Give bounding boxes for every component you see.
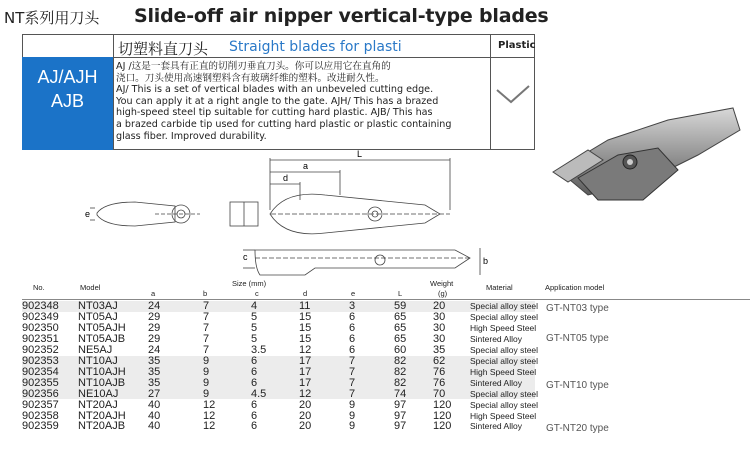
cell-c: 3.5 xyxy=(251,343,267,356)
col-application: Application model xyxy=(545,283,605,292)
cell-no: 902353 xyxy=(22,354,59,367)
col-c: c xyxy=(255,289,259,298)
cell-e: 6 xyxy=(349,332,356,345)
cell-e: 6 xyxy=(349,321,356,334)
table-row xyxy=(0,367,750,378)
cell-model: NT20AJ xyxy=(78,398,118,411)
page-title: Slide-off air nipper vertical-type blades xyxy=(134,5,549,27)
cell-d: 15 xyxy=(299,321,312,334)
table-row xyxy=(0,356,750,367)
blade-angle-icon xyxy=(493,80,533,110)
cell-no: 902358 xyxy=(22,409,59,422)
desc-line: You can apply it at a right angle to the gate. AJH/ This has a brazed xyxy=(116,95,439,107)
cell-c: 4.5 xyxy=(251,387,267,400)
title-cn: NT系列用刀头 xyxy=(4,9,100,27)
cell-L: 59 xyxy=(394,300,407,312)
cell-e: 7 xyxy=(349,365,356,378)
cell-a: 29 xyxy=(148,310,161,323)
cell-no: 902359 xyxy=(22,420,59,433)
dim-label-d: d xyxy=(283,173,289,183)
table-row xyxy=(0,334,750,345)
dim-label-b: b xyxy=(483,256,489,266)
cell-w: 35 xyxy=(433,343,446,356)
application-model: GT-NT10 type xyxy=(546,380,609,391)
cell-b: 9 xyxy=(203,387,210,400)
cell-d: 17 xyxy=(299,376,312,389)
plastic-label: Plastic xyxy=(498,40,536,51)
cell-model: NT05AJH xyxy=(78,321,126,334)
cell-d: 12 xyxy=(299,387,312,400)
cell-c: 5 xyxy=(251,310,258,323)
cell-e: 7 xyxy=(349,354,356,367)
cell-c: 5 xyxy=(251,321,258,334)
cell-L: 82 xyxy=(394,376,407,389)
cell-L: 60 xyxy=(394,343,407,356)
col-a: a xyxy=(151,289,156,298)
cell-e: 9 xyxy=(349,420,356,433)
cell-mat: Special alloy steel xyxy=(470,311,539,322)
cell-mat: Special alloy steel xyxy=(470,301,539,311)
divider xyxy=(22,299,750,300)
cell-w: 76 xyxy=(433,365,446,378)
cell-w: 120 xyxy=(433,420,452,433)
cell-L: 65 xyxy=(394,321,407,334)
cell-e: 9 xyxy=(349,409,356,422)
cell-model: NT10AJB xyxy=(78,376,126,389)
product-photo xyxy=(548,100,748,210)
cell-w: 30 xyxy=(433,332,446,345)
cell-mat: Special alloy steel xyxy=(470,355,539,366)
desc-line: 浇口。刀头使用高速钢塑料含有玻璃纤维的塑料。改进耐久性。 xyxy=(116,72,385,84)
cell-d: 17 xyxy=(299,354,312,367)
table-row xyxy=(0,389,750,400)
col-b: b xyxy=(203,289,208,298)
cell-mat: Sintered Alloy xyxy=(470,421,522,432)
cell-no: 902356 xyxy=(22,387,59,400)
cell-a: 24 xyxy=(148,343,161,356)
cell-mat: Special alloy steel xyxy=(470,399,539,410)
cell-L: 82 xyxy=(394,354,407,367)
cell-w: 62 xyxy=(433,354,446,367)
cell-a: 40 xyxy=(148,409,161,422)
cell-b: 12 xyxy=(203,409,216,422)
cell-no: 902350 xyxy=(22,321,59,334)
cell-no: 902355 xyxy=(22,376,59,389)
subtitle-en: Straight blades for plasti xyxy=(229,39,402,55)
cell-a: 24 xyxy=(148,300,161,312)
cell-model: NE10AJ xyxy=(78,387,119,400)
col-no: No. xyxy=(33,283,45,292)
cell-d: 20 xyxy=(299,398,312,411)
desc-line: AJ /这是一套具有正直的切削刃垂直刀头。你可以应用它在直角的 xyxy=(116,61,391,72)
application-model: GT-NT05 type xyxy=(546,333,609,344)
cell-c: 6 xyxy=(251,354,258,367)
cell-b: 7 xyxy=(203,300,210,312)
col-L: L xyxy=(398,289,403,298)
desc-line: AJ/ This is a set of vertical blades with an unbeveled cutting edge. xyxy=(116,84,434,96)
cell-d: 15 xyxy=(299,332,312,345)
cell-c: 6 xyxy=(251,420,258,433)
col-weight: Weight xyxy=(430,279,454,288)
table-header xyxy=(0,277,750,299)
subtitle-cn: 切塑料直刀头 xyxy=(118,40,209,58)
col-size: Size (mm) xyxy=(232,279,267,288)
cell-d: 20 xyxy=(299,420,312,433)
desc-line: high-speed steel tip suitable for cutting hard plastic. AJB/ This has xyxy=(116,107,433,119)
cell-mat: High Speed Steel xyxy=(470,322,537,333)
cell-a: 40 xyxy=(148,398,161,411)
cell-w: 70 xyxy=(433,387,446,400)
cell-w: 20 xyxy=(433,300,446,312)
cell-e: 7 xyxy=(349,376,356,389)
cell-w: 120 xyxy=(433,398,452,411)
dim-label-L: L xyxy=(357,150,363,159)
cell-no: 902357 xyxy=(22,398,59,411)
table-row xyxy=(0,378,750,389)
cell-L: 97 xyxy=(394,398,407,411)
cell-d: 20 xyxy=(299,409,312,422)
col-material: Material xyxy=(486,283,513,292)
cell-e: 6 xyxy=(349,310,356,323)
cell-model: NT05AJB xyxy=(78,332,126,345)
divider xyxy=(113,34,114,150)
cell-b: 7 xyxy=(203,332,210,345)
cell-w: 120 xyxy=(433,409,452,422)
badge-line1: AJ/AJH xyxy=(37,67,98,87)
cell-b: 12 xyxy=(203,420,216,433)
cell-w: 76 xyxy=(433,376,446,389)
cell-a: 27 xyxy=(148,387,161,400)
model-badge xyxy=(22,57,113,150)
cell-c: 6 xyxy=(251,376,258,389)
desc-line: glass fiber. Improved durability. xyxy=(116,130,267,142)
cell-mat: Special alloy steel xyxy=(470,344,539,355)
cell-L: 74 xyxy=(394,387,407,400)
cell-model: NE5AJ xyxy=(78,343,113,356)
cell-L: 97 xyxy=(394,420,407,433)
cell-c: 6 xyxy=(251,398,258,411)
cell-d: 12 xyxy=(299,343,312,356)
cell-model: NT20AJH xyxy=(78,409,126,422)
cell-a: 29 xyxy=(148,332,161,345)
cell-model: NT10AJ xyxy=(78,354,118,367)
cell-no: 902354 xyxy=(22,365,59,378)
cell-e: 3 xyxy=(349,300,356,312)
cell-d: 17 xyxy=(299,365,312,378)
dim-label-c: c xyxy=(243,252,248,262)
col-weight-unit: (g) xyxy=(438,289,448,298)
cell-c: 4 xyxy=(251,300,258,312)
cell-no: 902352 xyxy=(22,343,59,356)
cell-b: 7 xyxy=(203,310,210,323)
table-row xyxy=(0,421,750,432)
cell-mat: High Speed Steel xyxy=(470,410,537,421)
cell-b: 9 xyxy=(203,376,210,389)
cell-c: 5 xyxy=(251,332,258,345)
cell-a: 40 xyxy=(148,420,161,433)
cell-w: 30 xyxy=(433,321,446,334)
cell-c: 6 xyxy=(251,365,258,378)
cell-b: 9 xyxy=(203,354,210,367)
description xyxy=(116,61,486,142)
cell-L: 82 xyxy=(394,365,407,378)
table-row xyxy=(0,400,750,411)
cell-model: NT03AJ xyxy=(78,300,118,312)
desc-line: a brazed carbide tip used for cutting hard plastic or plastic containing xyxy=(116,118,452,130)
cell-no: 902349 xyxy=(22,310,59,323)
col-model: Model xyxy=(80,283,101,292)
dim-label-a: a xyxy=(303,161,309,171)
cell-w: 30 xyxy=(433,310,446,323)
cell-d: 11 xyxy=(299,300,311,312)
cell-b: 7 xyxy=(203,343,210,356)
cell-b: 9 xyxy=(203,365,210,378)
cell-no: 902348 xyxy=(22,300,59,312)
cell-e: 6 xyxy=(349,343,356,356)
cell-e: 7 xyxy=(349,387,356,400)
divider xyxy=(490,34,491,150)
cell-b: 7 xyxy=(203,321,210,334)
cell-L: 97 xyxy=(394,409,407,422)
col-e: e xyxy=(351,289,356,298)
cell-d: 15 xyxy=(299,310,312,323)
cell-L: 65 xyxy=(394,332,407,345)
cell-mat: High Speed Steel xyxy=(470,366,537,377)
cell-a: 29 xyxy=(148,321,161,334)
cell-b: 12 xyxy=(203,398,216,411)
technical-drawing xyxy=(85,150,505,280)
cell-c: 6 xyxy=(251,409,258,422)
cell-L: 65 xyxy=(394,310,407,323)
cell-mat: Sintered Alloy xyxy=(470,377,522,388)
col-d: d xyxy=(303,289,308,298)
cell-mat: Special alloy steel xyxy=(470,388,539,399)
cell-a: 35 xyxy=(148,365,161,378)
cell-model: NT05AJ xyxy=(78,310,118,323)
cell-no: 902351 xyxy=(22,332,59,345)
cell-model: NT20AJB xyxy=(78,420,126,433)
cell-mat: Sintered Alloy xyxy=(470,333,522,344)
cell-model: NT10AJH xyxy=(78,365,126,378)
dim-label-e: e xyxy=(85,209,91,219)
badge-line2: AJB xyxy=(50,91,84,111)
cell-e: 9 xyxy=(349,398,356,411)
application-model: GT-NT20 type xyxy=(546,423,609,434)
cell-a: 35 xyxy=(148,354,161,367)
cell-a: 35 xyxy=(148,376,161,389)
application-model: GT-NT03 type xyxy=(546,303,609,314)
